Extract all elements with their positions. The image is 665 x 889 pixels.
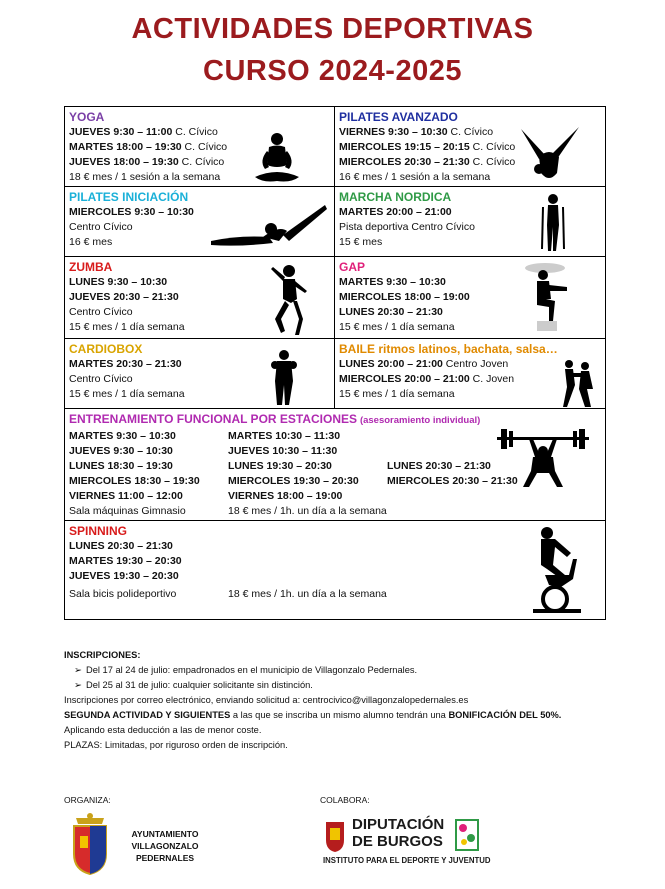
baile-cell — [335, 339, 606, 409]
funcional-c2-0: MARTES 10:30 – 11:30 — [228, 430, 341, 442]
title-line-1: ACTIVIDADES DEPORTIVAS — [131, 13, 534, 45]
cardiobox-cell — [65, 339, 335, 409]
spinning-line2: JUEVES 19:30 – 20:30 — [69, 570, 179, 582]
info-plazas: PLAZAS: Limitadas, por riguroso orden de inscripción. — [64, 740, 288, 750]
info-second-activity: SEGUNDA ACTIVIDAD Y SIGUIENTES — [64, 710, 231, 720]
marcha-nordica-cell — [335, 187, 606, 257]
boxer-icon — [271, 349, 297, 407]
yoga-place1: C. Cívico — [172, 126, 218, 138]
funcional-c2-4: VIERNES 18:00 – 19:00 — [228, 490, 343, 502]
zumba-title: ZUMBA — [69, 260, 113, 274]
cardiobox-place: Centro Cívico — [69, 373, 133, 385]
info-second-text: a las que se inscriba un mismo alumno tendrán una — [230, 710, 449, 720]
marcha-nordica-price: 15 € mes — [339, 236, 383, 248]
funcional-place: Sala máquinas Gimnasio — [69, 505, 186, 517]
nordic-walker-icon — [539, 193, 567, 253]
diputacion-crest-logo — [324, 818, 346, 852]
baile-price: 15 € mes / 1 día semana — [339, 388, 455, 400]
marcha-nordica-place: Pista deportiva Centro Cívico — [339, 221, 475, 233]
zumba-line2: JUEVES 20:30 – 21:30 — [69, 291, 179, 303]
yoga-price: 18 € mes / 1 sesión a la semana — [69, 171, 221, 183]
info-deduction: Aplicando esta deducción a las de menor coste. — [64, 725, 262, 735]
baile-place2: C. Joven — [469, 373, 515, 385]
zumba-place: Centro Cívico — [69, 306, 133, 318]
funcional-c2-3: MIERCOLES 19:30 – 20:30 — [228, 475, 359, 487]
pilates-iniciacion-price: 16 € mes — [69, 236, 113, 248]
funcional-title: ENTRENAMIENTO FUNCIONAL POR ESTACIONES — [69, 412, 358, 426]
funcional-c1-2: LUNES 18:30 – 19:30 — [69, 460, 173, 472]
pilates-leg-raise-icon — [209, 201, 329, 247]
squat-icon — [521, 261, 569, 335]
title-line-2: CURSO 2024-2025 — [203, 55, 462, 87]
spinning-line0: LUNES 20:30 – 21:30 — [69, 540, 173, 552]
pilates-avanzado-cell — [335, 107, 606, 187]
yoga-place3: C. Cívico — [178, 156, 225, 168]
pilates-stretch-icon — [517, 125, 583, 185]
yoga-title: YOGA — [69, 110, 105, 124]
marcha-nordica-title: MARCHA NORDICA — [339, 190, 452, 204]
gap-price: 15 € mes / 1 día semana — [339, 321, 455, 333]
ayuntamiento-line1: AYUNTAMIENTO — [131, 829, 199, 839]
funcional-cell — [65, 409, 606, 521]
spinning-cell — [65, 521, 606, 619]
spinning-price: 18 € mes / 1h. un día a la semana — [228, 588, 387, 600]
dancing-couple-icon — [557, 359, 597, 409]
pilates-iniciacion-title: PILATES INICIACIÓN — [69, 190, 189, 204]
pilates-avanzado-title: PILATES AVANZADO — [339, 110, 458, 124]
zumba-cell — [65, 257, 335, 339]
yoga-cell — [65, 107, 335, 187]
pilates-avanzado-place1: C. Cívico — [447, 126, 494, 138]
funcional-c1-0: MARTES 9:30 – 10:30 — [69, 430, 176, 442]
organiza-label: ORGANIZA: — [64, 795, 111, 805]
diputacion-line2: DE BURGOS — [352, 833, 443, 850]
zumba-price: 15 € mes / 1 día semana — [69, 321, 185, 333]
cardiobox-title: CARDIOBOX — [69, 342, 143, 356]
spinning-line1: MARTES 19:30 – 20:30 — [69, 555, 182, 567]
yoga-line2: MARTES 18:00 – 19:30 — [69, 141, 182, 153]
info-heading: INSCRIPCIONES: — [64, 650, 141, 660]
spinning-place: Sala bicis polideportivo — [69, 588, 177, 600]
pilates-iniciacion-place: Centro Cívico — [69, 221, 133, 233]
gap-cell — [335, 257, 606, 339]
gap-line2: MIERCOLES 18:00 – 19:00 — [339, 291, 470, 303]
gap-line1: MARTES 9:30 – 10:30 — [339, 276, 446, 288]
instituto-label: INSTITUTO PARA EL DEPORTE Y JUVENTUD — [323, 856, 491, 865]
yoga-line3: JUEVES 18:00 – 19:30 — [69, 156, 179, 168]
yoga-pose-icon — [251, 131, 303, 185]
baile-line1: LUNES 20:00 – 21:00 — [339, 358, 443, 370]
pilates-iniciacion-cell — [65, 187, 335, 257]
baile-line2: MIERCOLES 20:00 – 21:00 — [339, 373, 470, 385]
funcional-c3-1: MIERCOLES 20:30 – 21:30 — [387, 475, 518, 487]
funcional-c1-3: MIERCOLES 18:30 – 19:30 — [69, 475, 200, 487]
pilates-iniciacion-line1: MIERCOLES 9:30 – 10:30 — [69, 206, 194, 218]
yoga-place2: C. Cívico — [181, 141, 228, 153]
funcional-c3-0: LUNES 20:30 – 21:30 — [387, 460, 491, 472]
spinning-bike-icon — [525, 525, 589, 615]
dancer-icon — [269, 263, 309, 337]
info-bonus: BONIFICACIÓN DEL 50%. — [448, 710, 562, 720]
cardiobox-line1: MARTES 20:30 – 21:30 — [69, 358, 182, 370]
funcional-c1-4: VIERNES 11:00 – 12:00 — [69, 490, 183, 502]
baile-place1: Centro Joven — [442, 358, 509, 370]
funcional-price: 18 € mes / 1h. un día a la semana — [228, 505, 387, 517]
cardiobox-price: 15 € mes / 1 día semana — [69, 388, 185, 400]
info-bullet-2: ➢ Del 25 al 31 de julio: cualquier solicitante sin distinción. — [64, 678, 609, 693]
baile-title: BAILE ritmos latinos, bachata, salsa… — [339, 342, 558, 356]
funcional-c1-1: JUEVES 9:30 – 10:30 — [69, 445, 173, 457]
funcional-c2-2: LUNES 19:30 – 20:30 — [228, 460, 332, 472]
pilates-avanzado-line2: MIERCOLES 19:15 – 20:15 — [339, 141, 470, 153]
ayuntamiento-line3: PEDERNALES — [135, 853, 195, 863]
pilates-avanzado-line3: MIERCOLES 20:30 – 21:30 — [339, 156, 470, 168]
marcha-nordica-line1: MARTES 20:00 – 21:00 — [339, 206, 452, 218]
yoga-line1: JUEVES 9:30 – 11:00 — [69, 126, 173, 138]
instituto-deporte-logo — [454, 818, 480, 852]
weightlifter-icon — [495, 427, 591, 489]
inscriptions-info — [64, 648, 609, 753]
ayuntamiento-crest-logo — [66, 812, 114, 876]
colabora-label: COLABORA: — [320, 795, 370, 805]
gap-title: GAP — [339, 260, 366, 274]
pilates-avanzado-place3: C. Cívico — [469, 156, 516, 168]
diputacion-line1: DIPUTACIÓN — [352, 816, 445, 833]
pilates-avanzado-line1: VIERNES 9:30 – 10:30 — [339, 126, 448, 138]
gap-line3: LUNES 20:30 – 21:30 — [339, 306, 443, 318]
info-bullet-1: ➢ Del 17 al 24 de julio: empadronados en el municipio de Villagonzalo Pedernales. — [64, 663, 609, 678]
activities-table — [64, 106, 606, 620]
spinning-title: SPINNING — [69, 524, 128, 538]
pilates-avanzado-place2: C. Cívico — [469, 141, 516, 153]
ayuntamiento-line2: VILLAGONZALO — [131, 841, 199, 851]
funcional-c2-1: JUEVES 10:30 – 11:30 — [228, 445, 338, 457]
info-email-line: Inscripciones por correo electrónico, enviando solicitud a: centrocivico@villagonzalopedernales.es — [64, 695, 469, 705]
funcional-subtitle: (asesoramiento individual) — [359, 415, 481, 426]
zumba-line1: LUNES 9:30 – 10:30 — [69, 276, 168, 288]
pilates-avanzado-price: 16 € mes / 1 sesión a la semana — [339, 171, 491, 183]
